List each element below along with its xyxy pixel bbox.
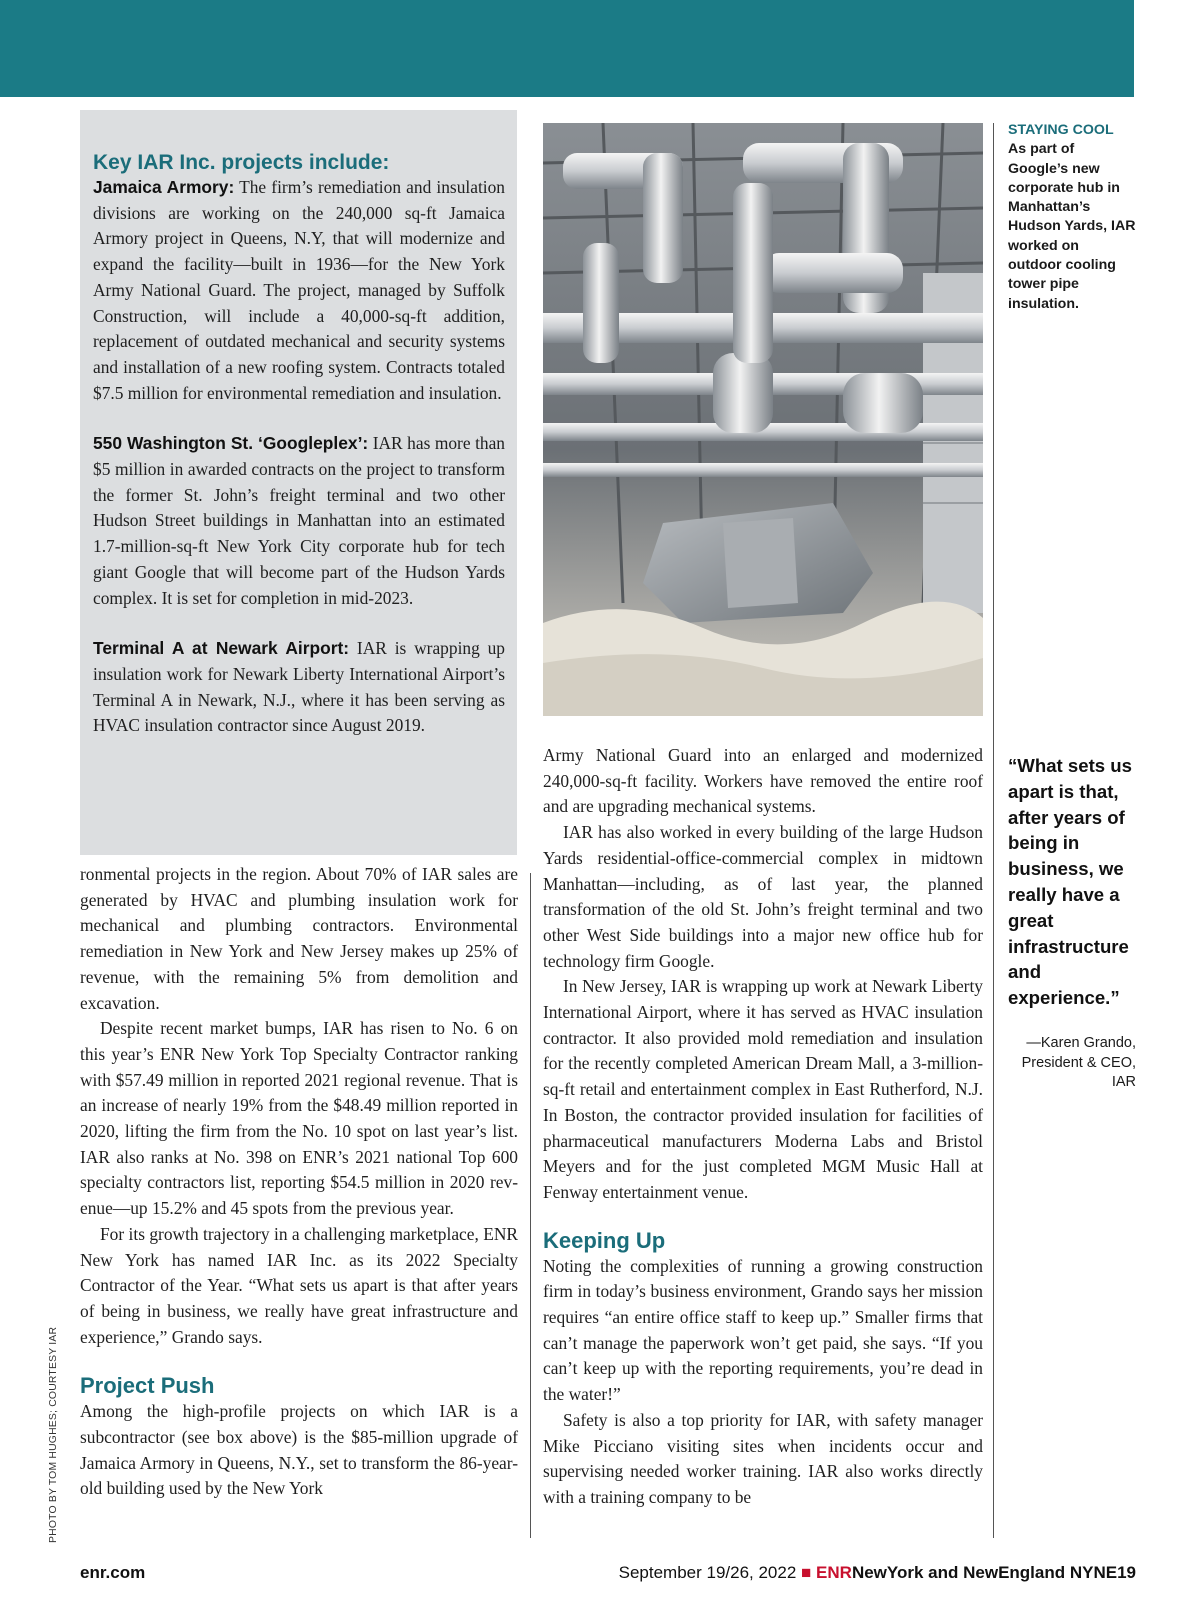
box-item-newark — [93, 636, 505, 739]
body-paragraph: For its growth trajectory in a challenging marketplace, ENR New York has named IAR Inc. as its 2022 Specialty Contractor of the Year. “What sets us apart is that after years of being in business, we really have great infrastructure and experience,” Grando says. — [80, 1223, 518, 1347]
pull-quote: “What sets us apart is that, after years of being in business, we really have a great infrastructure and experience.” — [1008, 755, 1132, 1009]
box-item-text: The firm’s remediation and insulation divisions are working on the 240,000 sq-ft Jamaica Armory project in Queens, N.Y, that will modernize and expand the facility—built in 1936—for the New York Army National Guard. The project, managed by Suffolk Construction, will include a 40,000-sq-ft addition, replacement of outdated mechanical and security systems and installation of a new roofing system. Contracts totaled $7.5 million for environmental remediation and insulation. — [93, 177, 506, 403]
box-item-label: 550 Washington St. ‘Googleplex’: — [93, 433, 369, 454]
pull-quote-attribution: —Karen Grando, President & CEO, IAR — [1021, 1035, 1136, 1090]
footer-site: enr.com — [80, 1563, 146, 1582]
body-paragraph: Despite recent market bumps, IAR has risen to No. 6 on this year’s ENR New York Top Specialty Contractor ranking with $57.49 million in reported 2021 regional revenue. That is an increase of nearly 19% from the $48.49 million reported in 2020, lifting the firm from the No. 10 spot on last year’s list. IAR also ranks at No. 398 on ENR’s 2021 national Top 600 specialty contractors list, reporting $54.5 million in 2020 revenue—up 15.2% and 45 spots from the previous year. — [80, 1018, 518, 1219]
photo-caption — [1008, 121, 1136, 314]
box-item-label: Jamaica Armory: — [93, 177, 235, 197]
box-item-text: IAR has more than $5 million in awarded contracts on the project to transform the former St. John’s freight terminal and two other Hudson Street buildings in Manhattan into an estimated 1.7-million-sq-ft New York City corporate hub for tech giant Google that will become part of the Hudson Yards complex. It is set for completion in mid-2023. — [93, 433, 506, 608]
footer-square: ■ — [801, 1563, 812, 1582]
sidebar-divider — [993, 123, 994, 1538]
caption-text: As part of Google’s new corporate hub in Manhattan’s Hudson Yards, IAR worked on outdoor cooling tower pipe insulation. — [1008, 141, 1136, 312]
footer-publication: NewYork and NewEngland — [851, 1563, 1066, 1582]
article-column-2 — [543, 743, 983, 1511]
caption-kicker: STAYING COOL — [1008, 122, 1114, 138]
body-paragraph: Noting the complexities of running a growing construction firm in today’s business environment, Grando says her mission requires “an entire office staff to keep up.” Smaller firms that can’t manage the paperwork won’t get paid, she says. “If you can’t keep up with the reporting requirements, you’re dead in the water!” — [543, 1255, 983, 1405]
footer-folio — [619, 1563, 1136, 1583]
box-item-jamaica — [93, 175, 505, 406]
column-divider — [530, 873, 531, 1538]
cooling-tower-pipes-photo — [543, 123, 983, 716]
key-projects-box — [80, 110, 517, 855]
article-column-1 — [80, 862, 518, 1502]
footer-page-number: NYNE19 — [1069, 1563, 1136, 1582]
subhead-project-push: Project Push — [80, 1373, 215, 1399]
photo-illustration — [543, 123, 983, 716]
box-item-text: IAR is wrapping up insulation work for Newark Liberty International Airport’s Terminal A in Newark, N.J., where it has been serving as HVAC insulation contractor since August 2019. — [93, 638, 505, 736]
body-paragraph: Army National Guard into an enlarged and modernized 240,000-sq-ft facility. Workers have removed the entire roof and are upgrading mechanical systems. — [543, 745, 983, 817]
top-color-bar — [0, 0, 1134, 97]
footer-date: September 19/26, 2022 — [618, 1563, 797, 1582]
footer-brand: ENR — [816, 1563, 852, 1582]
box-item-googleplex — [93, 431, 505, 611]
body-paragraph: Among the high-profile projects on which IAR is a subcontractor (see box above) is the $85-million upgrade of Jamaica Armory in Queens, N.Y., set to transform the 86-year-old building used by the New York — [80, 1401, 518, 1499]
body-paragraph: ronmental projects in the region. About 70% of IAR sales are generated by HVAC and plumbing insulation work for mechanical and plumbing contractors. Environmental remediation in New York and New Jersey makes up 25% of revenue, with the remaining 5% from demolition and excavation. — [80, 864, 518, 1013]
photo-credit: PHOTO BY TOM HUGHES; COURTESY IAR — [48, 1326, 59, 1543]
body-paragraph: In New Jersey, IAR is wrapping up work at Newark Liberty International Airport, where it has served as HVAC insulation contractor. It also provided mold remediation and insulation for the recently completed American Dream Mall, a 3-million-sq-ft retail and entertainment complex in East Rutherford, N.J. In Boston, the contractor provided insulation for facilities of pharmaceutical manufacturers Moderna Labs and Bristol Meyers and for the just completed MGM Music Hall at Fenway entertainment venue. — [543, 976, 983, 1202]
body-paragraph: IAR has also worked in every building of the large Hudson Yards residential-office-commercial complex in midtown Manhattan—including, as of last year, the planned transformation of the old St. John’s freight terminal and two other West Side buildings into a major new office hub for technology firm Google. — [543, 822, 983, 971]
box-heading: Key IAR Inc. projects include: — [93, 151, 390, 174]
box-item-label: Terminal A at Newark Airport: — [93, 638, 350, 659]
body-paragraph: Safety is also a top priority for IAR, with safety manager Mike Picciano visiting sites when incidents occur and supervising needed worker training. IAR also works directly with a training company to be — [543, 1409, 983, 1507]
subhead-keeping-up: Keeping Up — [543, 1227, 666, 1253]
